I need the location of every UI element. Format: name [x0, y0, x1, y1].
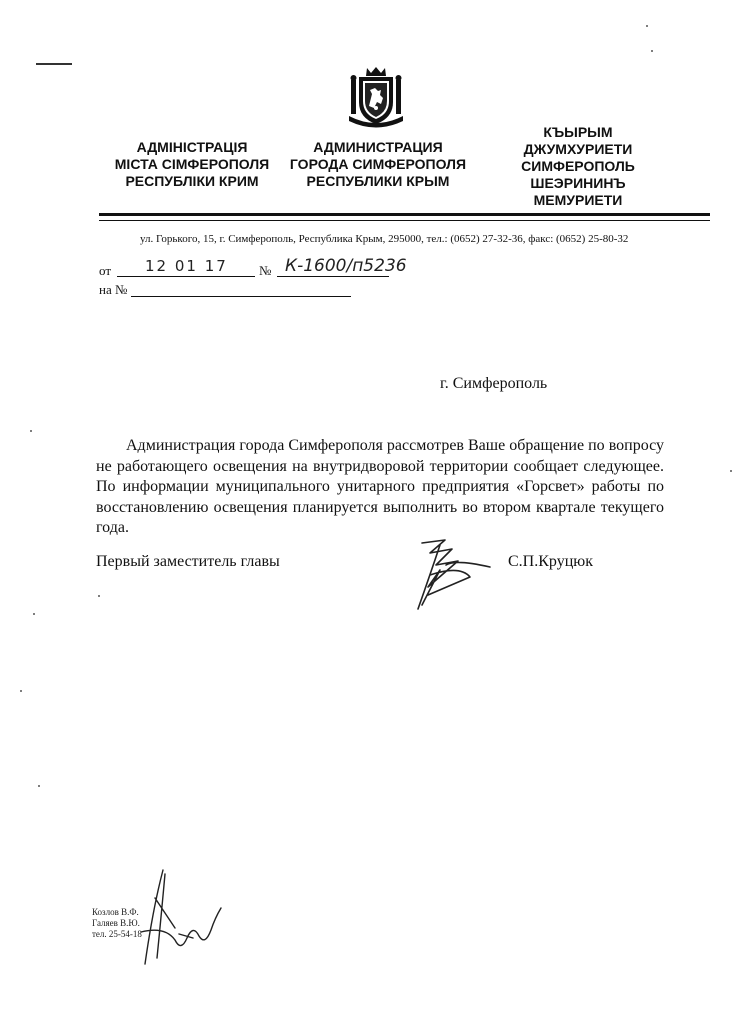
- scan-speck: [651, 50, 653, 52]
- scan-speck: [20, 690, 22, 692]
- date-underline: [117, 276, 255, 277]
- executor-phone: тел. 25-54-18: [92, 929, 142, 939]
- scan-speck: [730, 470, 732, 472]
- number-underline: [277, 276, 389, 277]
- date-label: от: [99, 263, 112, 278]
- signer-position: Первый заместитель главы: [96, 553, 280, 570]
- letter-body: [96, 436, 664, 539]
- letter-body-text: Администрация города Симферополя рассмотрев Ваше обращение по вопросу не работающего освещения на внутридворовой территории сообщает следующее. По информации муниципального унитарного предприятия «Горсвет» работы по восстановлению освещения планируется выполнить во втором квартале текущего года.: [96, 437, 664, 536]
- address-line: ул. Горького, 15, г. Симферополь, Республика Крым, 295000, тел.: (0652) 27-32-36, факс: (0652) 25-80-32: [140, 233, 629, 245]
- executor-1: Козлов В.Ф.: [92, 907, 139, 917]
- scan-speck: [646, 25, 648, 27]
- executor-signature: [135, 868, 225, 968]
- header-ukrainian: АДМІНІСТРАЦІЯ МІСТА СІМФЕРОПОЛЯ РЕСПУБЛІКИ КРИМ: [114, 139, 270, 189]
- reply-label: на №: [99, 282, 128, 297]
- scan-mark: [36, 63, 72, 65]
- city: г. Симферополь: [440, 375, 548, 392]
- header-russian: АДМИНИСТРАЦИЯ ГОРОДА СИМФЕРОПОЛЯ РЕСПУБЛИКИ КРЫМ: [289, 139, 467, 189]
- header-rule-thin: [99, 220, 710, 221]
- date-value: 12 01 17: [145, 257, 228, 275]
- scan-speck: [30, 430, 32, 432]
- reply-underline: [131, 296, 351, 297]
- scan-speck: [38, 785, 40, 787]
- number-label: №: [259, 263, 272, 278]
- number-value: К-1600/п5236: [285, 256, 407, 276]
- header-crimean-tatar: КЪЫРЫМ ДЖУМХУРИЕТИ СИМФЕРОПОЛЬ ШЕЭРИНИНЪ МЕМУРИЕТИ: [521, 124, 635, 208]
- scan-speck: [33, 613, 35, 615]
- crimea-coat-of-arms-icon: [345, 64, 407, 128]
- scan-speck: [98, 595, 100, 597]
- header-rule-thick: [99, 213, 710, 216]
- signer-name: С.П.Круцюк: [508, 553, 593, 570]
- executor-2: Галяев В.Ю.: [92, 918, 140, 928]
- handwritten-signature: [400, 535, 500, 615]
